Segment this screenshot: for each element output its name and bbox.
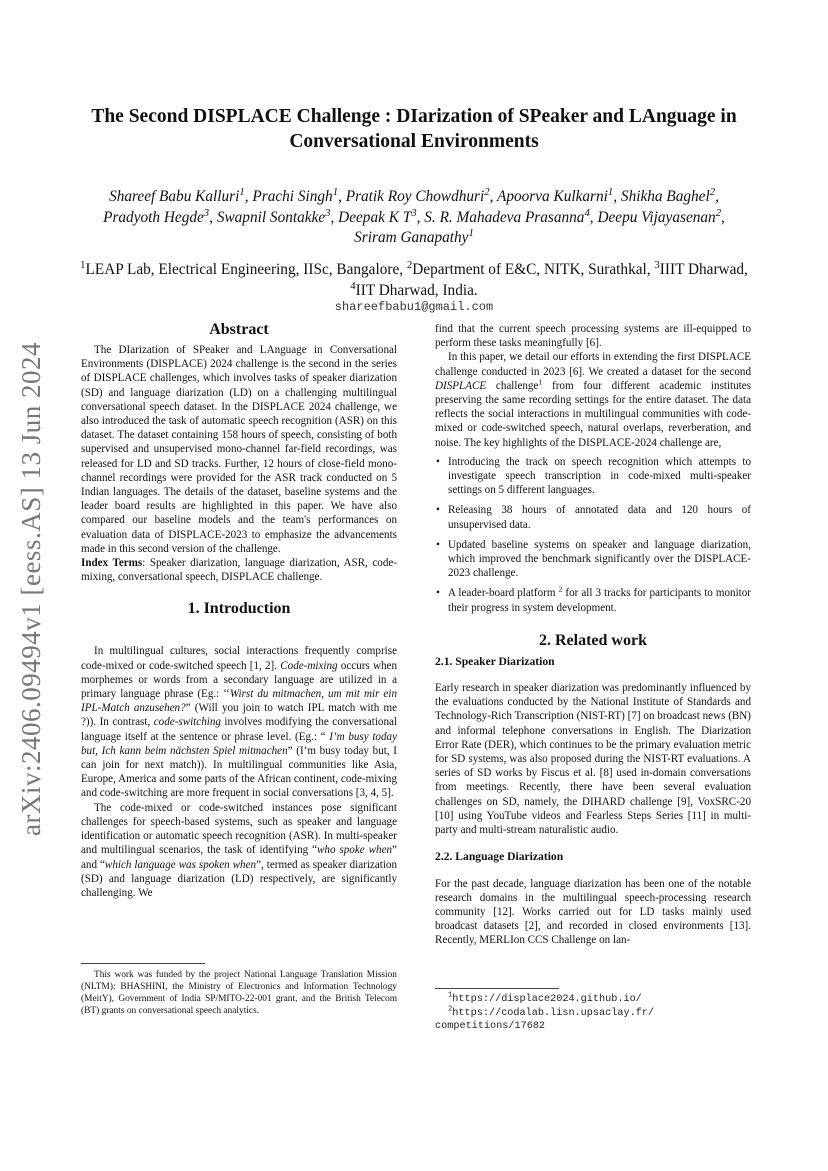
list-item: [435, 586, 751, 614]
abstract-heading: Abstract: [209, 321, 269, 338]
author: Pradyoth Hegde: [103, 208, 204, 226]
intro-paragraph-2: [81, 801, 397, 900]
footnote-rule: [435, 988, 559, 989]
right-column: [435, 322, 751, 948]
emphasis: I’m busy today but, Ich kann beim nächsten Spiel mitmachen: [81, 730, 398, 757]
abstract-body: The DIarization of SPeaker and LAnguage in Conversational Environments (DISPLACE) 2024 challenge is the second in the series of DISPLACE challenges, which involves tasks of speaker diarization (SD) and language diarization (LD) on a challenging multilingual conversational speech dataset. In the DISPLACE 2024 challenge, we also introduced the task of automatic speech recognition (ASR) on this dataset. The dataset containing 158 hours of speech, consisting of both supervised and unsupervised mono-channel far-field recordings, was released for LD and SD tracks. Further, 12 hours of close-field mono-channel recordings were provided for the ASR track conducted on 5 Indian languages. The details of the dataset, baseline systems and the leader board results are highlighted in this paper. We have also compared our baseline models and the team's performances on evaluation data of DISPLACE-2023 to emphasize the advancements made in this second version of the challenge.: [81, 344, 397, 555]
speaker-diarization-heading: 2.1. Speaker Diarization: [435, 654, 555, 668]
text-span: ”, termed as speaker diarization (SD) and language diarization (LD) respectively, are significantly challenging. We: [81, 858, 398, 899]
text-span: ” (I’m busy today but, I can join for next match)). In multilingual communities like Asia, Europe, America and some parts of the African continent, code-mixing and code-switching are more frequent in social conversations [3, 4, 5].: [81, 744, 397, 800]
author-affil-mark: 1: [239, 185, 245, 198]
text-span: for all 3 tracks for participants to monitor their progress in system development.: [448, 587, 751, 614]
paper-title: [80, 104, 748, 154]
footnote-mark[interactable]: 1: [538, 377, 543, 387]
emphasis: code-switching: [153, 716, 221, 729]
text-span: occurs when morphemes or words from a secondary language are utilized in a primary language phrase (Eg.: ‘‘: [81, 659, 397, 701]
highlights-list: [435, 455, 751, 615]
left-column: [81, 320, 397, 900]
list-item: • Introducing the track on speech recognition which attempts to investigate speech transcription in code-mixed multi-speaker settings on 5 different languages.: [435, 455, 751, 498]
footnote-number: 1: [448, 991, 453, 1000]
intro-paragraph-4: [435, 350, 751, 449]
title-line-1: The Second DISPLACE Challenge : DIarization of SPeaker and LAnguage in: [91, 106, 737, 127]
author: Shareef Babu Kalluri: [109, 188, 240, 205]
related-work-heading: 2. Related work: [539, 631, 647, 649]
footnote-link[interactable]: competitions/17682: [435, 1021, 546, 1032]
footnote-number: 2: [448, 1005, 453, 1014]
language-diarization-body: For the past decade, language diarization has been one of the notable research domains in the multilingual speech-processing research community [12]. Works carried out for LD tasks mainly used broadcast datasets [2], and recorded in closed environments [13]. Recently, MERLIon CCS Challenge on lan-: [435, 877, 751, 947]
funding-footnote: This work was funded by the project National Language Translation Mission (NLTM): BHASHINI, the Ministry of Electronics and Information Technology (MeitY), Government of India SP/MITO-22-001 grant, and the British Telecom (BT) grants on conversational speech analytics.: [81, 970, 397, 1016]
affil-mark: 3: [654, 258, 660, 271]
text-span: challenge: [486, 379, 539, 392]
author-affil-mark: 3: [411, 206, 417, 219]
affiliation: IIT Dharwad, India.: [355, 281, 478, 299]
author: S. R. Mahadeva Prasanna: [424, 208, 585, 226]
author: Pratik Roy Chowdhuri: [345, 188, 485, 205]
speaker-diarization-body: Early research in speaker diarization was predominantly influenced by the evaluations conducted by the National Institute of Standards and Technology-Rich Transcription (NIST-RT) [7] on broadcast news (BN) and informal telephone conversations in English. The Diarization Error Rate (DER), which continues to be the primary evaluation metric for SD systems, was also proposed during the NIST-RT evaluations. A series of SD works by Fiscus et al. [8] used in-domain conversations from meetings. Recently, there have been several evaluation challenges on SD, namely, the DIHARD challenge [9], VoxSRC-20 [10] using YouTube videos and Fearless Steps Series [11] in multi-party and multi-stream naturalistic audio.: [435, 682, 751, 837]
text-span: ” (Will you join to watch IPL match with me ?)). In contrast,: [81, 702, 398, 729]
text-span: In multilingual cultures, social interactions frequently comprise code-mixed or code-switched speech [1, 2].: [81, 645, 397, 672]
author: Sriram Ganapathy: [354, 229, 469, 246]
footnote-link[interactable]: https://codalab.lisn.upsaclay.fr/: [452, 1008, 655, 1019]
author-list: Shareef Babu Kalluri$^1$, Prachi Singh$^1$, Pratik Roy Chowdhuri$^2$, Apoorva Kulkarni$^1$, Shikha Baghel$^2$, Pradyoth Hegde$^3$, Swapnil Sontakke$^3$, Deepak K $T^3$, S. R. Mahadeva Prasanna$^4$, Deepu Vijayasenan$^2$, Sriram Ganapathy$^1$: [103, 185, 725, 246]
footnote-2: [435, 1007, 751, 1033]
footnote-rule: [81, 963, 205, 964]
author-affil-mark: 1: [468, 226, 474, 239]
index-terms: [81, 556, 397, 584]
title-line-2: Conversational Environments: [289, 131, 539, 152]
emphasis: who spoke when: [317, 844, 393, 857]
footnote-mark[interactable]: 2: [558, 584, 563, 594]
text-span: In this paper, we detail our efforts in extending the first DISPLACE challenge conducted in 2023 [6]. We created a dataset for the second: [435, 351, 751, 378]
author-affil-mark: 2: [484, 185, 490, 198]
affiliation: IIIT Dharwad,: [659, 261, 748, 278]
author-affil-mark: 1: [332, 185, 339, 198]
author-affil-mark: 3: [325, 206, 331, 219]
author: Deepu Vijayasenan: [597, 208, 716, 226]
index-terms-label: Index Terms: [81, 557, 143, 570]
text-span: from four different academic institutes preserving the same recording settings for the entire dataset. The data reflects the social interactions in multilingual communities with code-mixed or code-switched speech, natural overlaps, reverberation, and noise. The key highlights of the DISPLACE-2024 challenge are,: [435, 379, 751, 449]
author: Swapnil Sontakke: [216, 208, 326, 226]
author: Deepak K T: [338, 208, 412, 226]
contact-email[interactable]: shareefbabu1@gmail.com: [334, 300, 494, 314]
text-span: The code-mixed or code-switched instances pose significant challenges for speech-based systems, such as speaker and language identification or automatic speech recognition (ASR). In multi-speaker and multilingual scenarios, the task of identifying “: [81, 801, 397, 857]
language-diarization-heading: 2.2. Language Diarization: [435, 850, 564, 864]
author-affil-mark: 4: [584, 206, 590, 219]
footnote-1: [435, 993, 751, 1006]
arxiv-stamp-text: arXiv:2406.09494v1 [eess.AS] 13 Jun 2024: [16, 342, 46, 836]
text-span: ” and “: [81, 844, 397, 871]
list-item: • Releasing 38 hours of annotated data and 120 hours of unsupervised data.: [435, 503, 751, 531]
author-affil-mark: 1: [607, 185, 614, 198]
author-affil-mark: 2: [715, 206, 722, 219]
emphasis: DISPLACE: [435, 379, 487, 392]
text-span: A leader-board platform: [448, 587, 559, 600]
intro-paragraph-3: find that the current speech processing systems are ill-equipped to perform these tasks meaningfully [6].: [435, 323, 751, 350]
affiliations: [80, 260, 748, 301]
author: Apoorva Kulkarni: [497, 188, 608, 205]
emphasis: which language was spoken when: [104, 858, 257, 871]
arxiv-stamp: [10, 342, 50, 836]
text-span: involves modifying the conversational language itself at the sentence or phrase level. (Eg.: “: [81, 716, 398, 743]
introduction-heading: 1. Introduction: [187, 600, 291, 618]
emphasis: Wirst du mitmachen, um mit mir ein IPL-Match anzusehen?: [81, 688, 397, 715]
index-terms-text: : Speaker diarization, language diarization, ASR, code-mixing, conversational speech, DISPLACE challenge.: [81, 557, 397, 584]
author: Prachi Singh: [252, 188, 333, 205]
author-affil-mark: 3: [203, 206, 210, 219]
affil-mark: 1: [80, 258, 86, 271]
affiliation: Department of E&C, NITK, Surathkal,: [412, 261, 655, 278]
author-affil-mark: 2: [709, 185, 716, 198]
affil-mark: 4: [350, 279, 356, 292]
emphasis: Code-mixing: [280, 659, 338, 672]
list-item: • Updated baseline systems on speaker and language diarization, which improved the benchmark significantly over the DISPLACE-2023 challenge.: [435, 538, 751, 581]
intro-paragraph-1: [81, 644, 397, 800]
affil-mark: 2: [406, 258, 413, 271]
footnote-link[interactable]: https://displace2024.github.io/: [452, 994, 642, 1005]
author: Shikha Baghel: [620, 188, 710, 205]
affiliation: LEAP Lab, Electrical Engineering, IISc, Bangalore,: [85, 261, 407, 278]
